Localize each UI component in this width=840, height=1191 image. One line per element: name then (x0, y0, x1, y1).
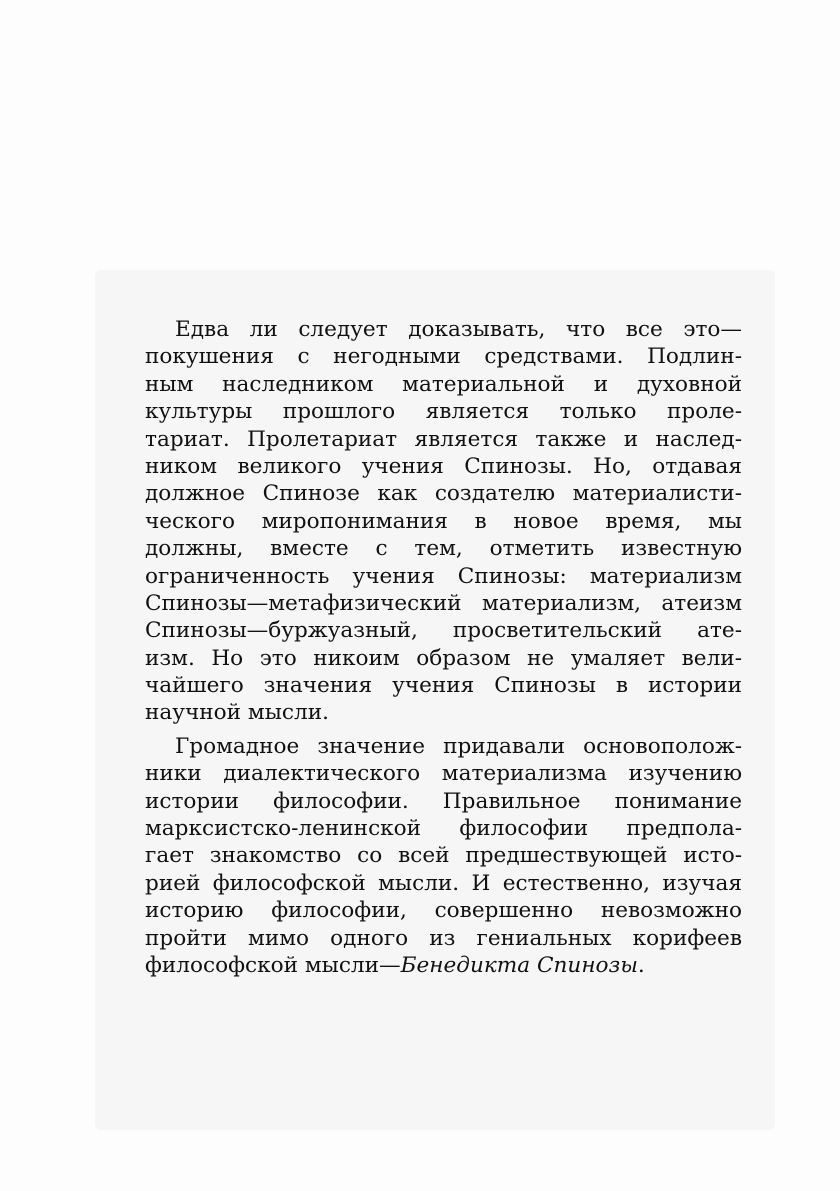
text-line: тариат. Пролетариат является также и наслед- (145, 426, 742, 452)
text-line: ники диалектического материализма изучению (145, 761, 742, 787)
final-text-line (145, 952, 742, 979)
text-line: чайшего значения учения Спинозы в истории (145, 673, 742, 699)
body-text (145, 316, 742, 979)
text-line: культуры прошлого является только проле- (145, 399, 742, 425)
text-line: ником великого учения Спинозы. Но, отдавая (145, 453, 742, 479)
text-line: должное Спинозе как создателю материалисти- (145, 481, 742, 507)
text-line: Громадное значение придавали основополож- (175, 733, 742, 759)
final-line-text: философской мысли— (145, 952, 401, 978)
text-line: ческого миропонимания в новое время, мы (145, 508, 742, 534)
text-line: изм. Но это никоим образом не умаляет вели- (145, 645, 742, 671)
final-period: . (637, 952, 645, 978)
paragraph-1 (145, 316, 742, 727)
text-line: научной мысли. (145, 700, 329, 726)
text-line: рией философской мысли. И естественно, изучая (145, 870, 742, 896)
text-line: ным наследником материальной и духовной (145, 371, 742, 397)
text-line: историю философии, совершенно невозможно (145, 898, 742, 924)
text-line: должны, вместе с тем, отметить известную (145, 536, 742, 562)
text-line: Едва ли следует доказывать, что все это— (175, 317, 742, 342)
paragraph-2 (145, 733, 742, 980)
text-line: гает знакомство со всей предшествующей исто- (145, 843, 742, 869)
text-line: пройти мимо одного из гениальных корифеев (145, 925, 742, 951)
text-line: истории философии. Правильное понимание (145, 788, 742, 814)
text-line: ограниченность учения Спинозы: материализм (145, 563, 742, 589)
text-line: покушения с негодными средствами. Подлин- (145, 344, 742, 370)
text-line: Спинозы—буржуазный, просветительский ате- (145, 618, 742, 644)
text-line: марксистско-ленинской философии предпола- (145, 816, 742, 842)
author-name-italic: Бенедикта Спинозы (400, 952, 638, 978)
text-line: Спинозы—метафизический материализм, атеизм (145, 590, 742, 616)
